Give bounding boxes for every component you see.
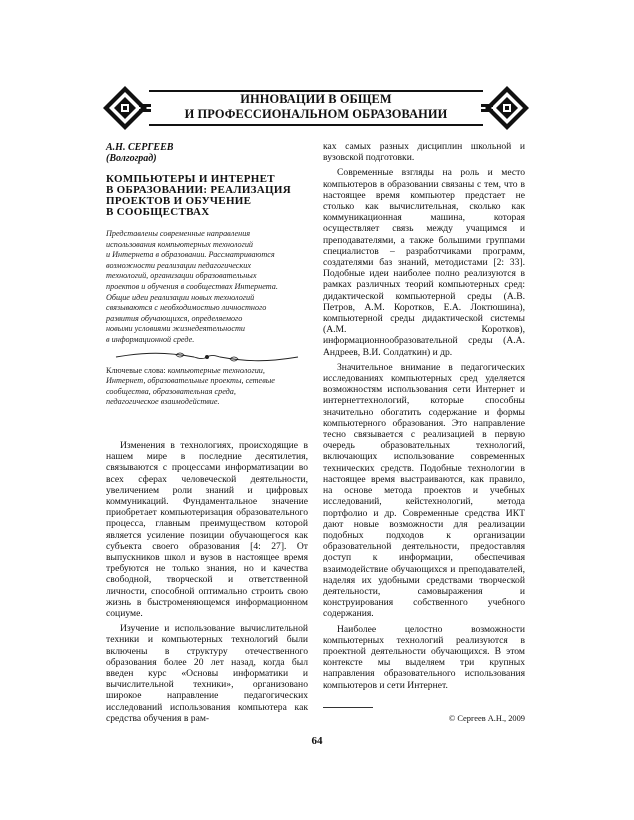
- copyright-notice: © Сергеев А.Н., 2009: [448, 714, 525, 723]
- keywords-label: Ключевые слова:: [106, 365, 166, 375]
- article-title-line: В ОБРАЗОВАНИИ: РЕАЛИЗАЦИЯ: [106, 184, 291, 196]
- article-title: [106, 174, 308, 218]
- article-title-line: В СООБЩЕСТВАХ: [106, 206, 210, 218]
- paragraph: Наиболее целостно возможности компьютерных технологий реализуются в проектной деятельности обучающихся. В этом контексте мы выделяем три крупных направления образовательного использования компьютеров и сети Интернет.: [323, 623, 525, 691]
- keywords-line: Интернет, образовательные проекты, сетевые: [106, 376, 275, 386]
- author-city: (Волгоград): [106, 153, 157, 164]
- left-column-body: [106, 440, 308, 724]
- abstract-line: проектов и обучения в сообществах Интернета.: [106, 281, 278, 291]
- article-title-line: КОМПЬЮТЕРЫ И ИНТЕРНЕТ: [106, 173, 275, 185]
- keywords-items: компьютерные технологии,: [165, 365, 265, 375]
- section-title: [149, 92, 483, 122]
- article-title-line: ПРОЕКТОВ И ОБУЧЕНИЕ: [106, 195, 252, 207]
- section-title-line-1: ИННОВАЦИИ В ОБЩЕМ: [240, 92, 392, 106]
- flourish-divider-icon: [106, 350, 308, 364]
- keywords-line-1: [106, 366, 308, 377]
- right-column-body: [323, 141, 525, 691]
- article-heading-block: [106, 142, 308, 408]
- abstract-line: технологий, организации образовательных: [106, 271, 257, 281]
- keywords: [106, 366, 308, 408]
- paragraph: Изменения в технологиях, происходящие в нашем мире в последние десятилетия, связываются с процессами информатизации во всех сферах человеческой деятельности, увеличением роли знаний и цифровых коммуникаций. Фундаментальное значение приобретает компьютеризация образовательного процесса, главным преимуществом которой является усиление позиции обучающегося как субъекта своего образования [4: 27]. От выпускников школ и вузов в настоящее время требуются не только знания, но и качества свободной, творческой и ответственной личности, способной оптимально строить свою жизнь в быстроменяющемся информационном социуме.: [106, 440, 308, 620]
- author-name: А.Н. СЕРГЕЕВ: [106, 142, 174, 153]
- abstract-line: новыми условиями жизнедеятельности: [106, 324, 245, 334]
- abstract-line: и Интернета в образовании. Рассматриваются: [106, 250, 275, 260]
- abstract-line: возможности реализации педагогических: [106, 260, 251, 270]
- keywords-line: сообщества, образовательная среда,: [106, 386, 236, 396]
- footnote-rule: [323, 707, 373, 708]
- abstract-line: Общие идеи реализации новых технологий: [106, 292, 255, 302]
- paragraph: Современные взгляды на роль и место компьютеров в образовании связаны с тем, что в настоящее время компьютер предстает не столько как вычислительная, сколько как коммуникационная машина, которая осуществляет связь между учащимся и преподавателями, а также большими группами специалистов – разработчиками программ, создателями баз знаний, методистами [2: 33]. Подобные идеи наиболее полно реализуются в рамках различных теорий компьютерных сред: дидактической компьютерной среды (А.В. Петров, А.М. Коротков, Е.А. Локтюшина), компьютерной среды дидактической системы (А.М. Коротков), информационнообразовательной среды (А.А. Андреев, В.И. Солдаткин) и др.: [323, 167, 525, 358]
- abstract-line: в информационной среде.: [106, 334, 195, 344]
- abstract-line: связываются с необходимостью личностного: [106, 303, 267, 313]
- abstract-line: развития обучающихся, определяемого: [106, 313, 243, 323]
- abstract-line: Представлены современные направления: [106, 229, 251, 238]
- section-title-line-2: И ПРОФЕССИОНАЛЬНОМ ОБРАЗОВАНИИ: [184, 107, 448, 121]
- keywords-line: педагогическое взаимодействие.: [106, 397, 220, 407]
- paragraph: Изучение и использование вычислительной техники и компьютерных технологий были включены в структуру отечественного образования более 20 лет назад, когда был введен курс «Основы информатики и вычислительной техники», организовано широкое направление педагогических исследований использования компьютера как средства обучения в рам-: [106, 623, 308, 724]
- paragraph: Значительное внимание в педагогических исследованиях компьютерных сред уделяется возможностям использования сети Интернет и интернеттехнологий, которые способны значительно обогатить содержание и формы компьютерного образования. Это направление тесно связывается с реализацией в первую очередь образовательных технологий, включающих использование современных технических средств. Подобные технологии в настоящее время выстраиваются, как правило, на основе метода проектов и учебных исследований, кейстехнологий, метода портфолио и др. Современные средства ИКТ дают новые возможности для реализации подобных подходов к организации образовательной деятельности, предоставляя доступ к информации, обеспечивая взаимодействие обучающихся и преподавателей, наделяя их удобными средствами творческой деятельности, самовыражения и конструирования собственного учебного содержания.: [323, 361, 525, 620]
- article-abstract: [106, 229, 308, 346]
- page-number: 64: [311, 735, 323, 747]
- paragraph: ках самых разных дисциплин школьной и вузовской подготовки.: [323, 141, 525, 164]
- section-banner: [103, 86, 529, 130]
- abstract-line: использования компьютерных технологий: [106, 239, 254, 249]
